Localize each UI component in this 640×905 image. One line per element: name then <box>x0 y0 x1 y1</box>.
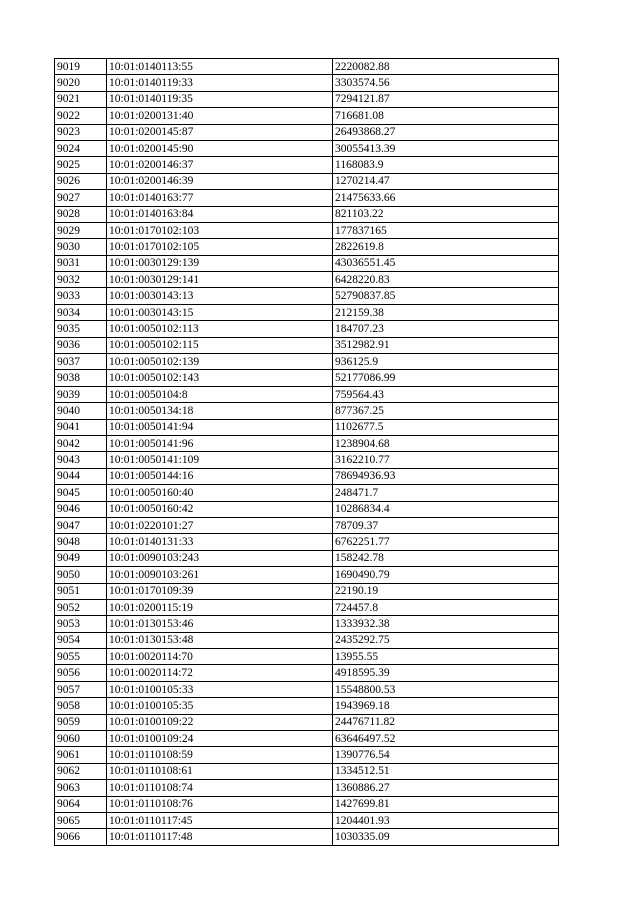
table-row <box>55 632 559 648</box>
amount-cell: 1333932.38 <box>333 616 559 632</box>
amount-cell: 1690490.79 <box>333 567 559 583</box>
row-number-cell: 9034 <box>55 304 107 320</box>
row-number-cell: 9020 <box>55 75 107 91</box>
row-number-cell: 9026 <box>55 173 107 189</box>
amount-cell: 1427699.81 <box>333 796 559 812</box>
amount-cell: 43036551.45 <box>333 255 559 271</box>
table-row <box>55 452 559 468</box>
row-number-cell: 9022 <box>55 108 107 124</box>
table-row <box>55 304 559 320</box>
row-number-cell: 9051 <box>55 583 107 599</box>
row-number-cell: 9062 <box>55 763 107 779</box>
table-row <box>55 91 559 107</box>
row-number-cell: 9052 <box>55 599 107 615</box>
row-number-cell: 9044 <box>55 468 107 484</box>
amount-cell: 821103.22 <box>333 206 559 222</box>
table-row <box>55 222 559 238</box>
cadastral-number-cell: 10:01:0020114:72 <box>107 665 333 681</box>
amount-cell: 759564.43 <box>333 386 559 402</box>
amount-cell: 3303574.56 <box>333 75 559 91</box>
cadastral-number-cell: 10:01:0090103:243 <box>107 550 333 566</box>
table-row <box>55 272 559 288</box>
cadastral-number-cell: 10:01:0220101:27 <box>107 517 333 533</box>
amount-cell: 1334512.51 <box>333 763 559 779</box>
cadastral-number-cell: 10:01:0100109:24 <box>107 731 333 747</box>
cadastral-number-cell: 10:01:0200145:87 <box>107 124 333 140</box>
cadastral-number-cell: 10:01:0140163:77 <box>107 190 333 206</box>
table-row <box>55 321 559 337</box>
table-row <box>55 501 559 517</box>
row-number-cell: 9045 <box>55 485 107 501</box>
table-row <box>55 616 559 632</box>
cadastral-number-cell: 10:01:0110108:74 <box>107 780 333 796</box>
amount-cell: 724457.8 <box>333 599 559 615</box>
table-row <box>55 599 559 615</box>
table-row <box>55 403 559 419</box>
table-row <box>55 747 559 763</box>
row-number-cell: 9019 <box>55 59 107 75</box>
row-number-cell: 9024 <box>55 140 107 156</box>
table-row <box>55 468 559 484</box>
row-number-cell: 9054 <box>55 632 107 648</box>
row-number-cell: 9023 <box>55 124 107 140</box>
row-number-cell: 9029 <box>55 222 107 238</box>
amount-cell: 158242.78 <box>333 550 559 566</box>
amount-cell: 877367.25 <box>333 403 559 419</box>
amount-cell: 1360886.27 <box>333 780 559 796</box>
row-number-cell: 9057 <box>55 681 107 697</box>
amount-cell: 2822619.8 <box>333 239 559 255</box>
row-number-cell: 9040 <box>55 403 107 419</box>
row-number-cell: 9066 <box>55 829 107 845</box>
amount-cell: 6762251.77 <box>333 534 559 550</box>
table-row <box>55 370 559 386</box>
cadastral-number-cell: 10:01:0140119:35 <box>107 91 333 107</box>
amount-cell: 6428220.83 <box>333 272 559 288</box>
cadastral-number-cell: 10:01:0110108:59 <box>107 747 333 763</box>
cadastral-number-cell: 10:01:0140163:84 <box>107 206 333 222</box>
row-number-cell: 9046 <box>55 501 107 517</box>
cadastral-number-cell: 10:01:0050134:18 <box>107 403 333 419</box>
table-row <box>55 550 559 566</box>
table-row <box>55 157 559 173</box>
cadastral-number-cell: 10:01:0050141:96 <box>107 435 333 451</box>
cadastral-number-cell: 10:01:0110108:76 <box>107 796 333 812</box>
row-number-cell: 9065 <box>55 812 107 828</box>
amount-cell: 78694936.93 <box>333 468 559 484</box>
row-number-cell: 9041 <box>55 419 107 435</box>
amount-cell: 3512982.91 <box>333 337 559 353</box>
table-row <box>55 698 559 714</box>
amount-cell: 78709.37 <box>333 517 559 533</box>
amount-cell: 22190.19 <box>333 583 559 599</box>
amount-cell: 1030335.09 <box>333 829 559 845</box>
amount-cell: 2435292.75 <box>333 632 559 648</box>
table-row <box>55 59 559 75</box>
cadastral-number-cell: 10:01:0140131:33 <box>107 534 333 550</box>
row-number-cell: 9025 <box>55 157 107 173</box>
amount-cell: 63646497.52 <box>333 731 559 747</box>
row-number-cell: 9030 <box>55 239 107 255</box>
cadastral-number-cell: 10:01:0030143:15 <box>107 304 333 320</box>
row-number-cell: 9021 <box>55 91 107 107</box>
table-row <box>55 337 559 353</box>
table-row <box>55 419 559 435</box>
cadastral-number-cell: 10:01:0020114:70 <box>107 649 333 665</box>
row-number-cell: 9048 <box>55 534 107 550</box>
table-row <box>55 485 559 501</box>
amount-cell: 1168083.9 <box>333 157 559 173</box>
amount-cell: 52177086.99 <box>333 370 559 386</box>
table-row <box>55 731 559 747</box>
table-body <box>55 59 559 846</box>
amount-cell: 1270214.47 <box>333 173 559 189</box>
table-row <box>55 583 559 599</box>
cadastral-number-cell: 10:01:0050160:40 <box>107 485 333 501</box>
row-number-cell: 9043 <box>55 452 107 468</box>
table-row <box>55 206 559 222</box>
amount-cell: 716681.08 <box>333 108 559 124</box>
row-number-cell: 9039 <box>55 386 107 402</box>
row-number-cell: 9027 <box>55 190 107 206</box>
cadastral-number-cell: 10:01:0050141:109 <box>107 452 333 468</box>
cadastral-number-cell: 10:01:0170109:39 <box>107 583 333 599</box>
cadastral-number-cell: 10:01:0050141:94 <box>107 419 333 435</box>
cadastral-number-cell: 10:01:0030143:13 <box>107 288 333 304</box>
cadastral-number-cell: 10:01:0050102:143 <box>107 370 333 386</box>
cadastral-number-cell: 10:01:0140113:55 <box>107 59 333 75</box>
table-row <box>55 649 559 665</box>
table-row <box>55 386 559 402</box>
cadastral-number-cell: 10:01:0100109:22 <box>107 714 333 730</box>
row-number-cell: 9038 <box>55 370 107 386</box>
cadastral-number-cell: 10:01:0170102:103 <box>107 222 333 238</box>
row-number-cell: 9033 <box>55 288 107 304</box>
table-row <box>55 288 559 304</box>
table-row <box>55 354 559 370</box>
row-number-cell: 9035 <box>55 321 107 337</box>
cadastral-number-cell: 10:01:0200146:37 <box>107 157 333 173</box>
amount-cell: 1238904.68 <box>333 435 559 451</box>
amount-cell: 13955.55 <box>333 649 559 665</box>
amount-cell: 3162210.77 <box>333 452 559 468</box>
table-row <box>55 812 559 828</box>
row-number-cell: 9058 <box>55 698 107 714</box>
table-row <box>55 567 559 583</box>
cadastral-number-cell: 10:01:0170102:105 <box>107 239 333 255</box>
row-number-cell: 9050 <box>55 567 107 583</box>
amount-cell: 15548800.53 <box>333 681 559 697</box>
row-number-cell: 9063 <box>55 780 107 796</box>
amount-cell: 24476711.82 <box>333 714 559 730</box>
row-number-cell: 9053 <box>55 616 107 632</box>
amount-cell: 52790837.85 <box>333 288 559 304</box>
row-number-cell: 9037 <box>55 354 107 370</box>
amount-cell: 1204401.93 <box>333 812 559 828</box>
table-row <box>55 681 559 697</box>
table-row <box>55 140 559 156</box>
table-row <box>55 829 559 845</box>
cadastral-number-cell: 10:01:0050102:115 <box>107 337 333 353</box>
cadastral-number-cell: 10:01:0050160:42 <box>107 501 333 517</box>
row-number-cell: 9042 <box>55 435 107 451</box>
table-row <box>55 780 559 796</box>
amount-cell: 1943969.18 <box>333 698 559 714</box>
row-number-cell: 9049 <box>55 550 107 566</box>
cadastral-number-cell: 10:01:0200146:39 <box>107 173 333 189</box>
cadastral-number-cell: 10:01:0050102:139 <box>107 354 333 370</box>
table-row <box>55 517 559 533</box>
table-row <box>55 714 559 730</box>
cadastral-number-cell: 10:01:0050144:16 <box>107 468 333 484</box>
cadastral-number-cell: 10:01:0200145:90 <box>107 140 333 156</box>
table-row <box>55 796 559 812</box>
table-row <box>55 239 559 255</box>
cadastral-number-cell: 10:01:0100105:33 <box>107 681 333 697</box>
cadastral-number-cell: 10:01:0200131:40 <box>107 108 333 124</box>
amount-cell: 21475633.66 <box>333 190 559 206</box>
amount-cell: 1102677.5 <box>333 419 559 435</box>
table-row <box>55 763 559 779</box>
row-number-cell: 9064 <box>55 796 107 812</box>
table-row <box>55 108 559 124</box>
amount-cell: 212159.38 <box>333 304 559 320</box>
cadastral-number-cell: 10:01:0030129:139 <box>107 255 333 271</box>
row-number-cell: 9032 <box>55 272 107 288</box>
cadastral-number-cell: 10:01:0130153:46 <box>107 616 333 632</box>
row-number-cell: 9028 <box>55 206 107 222</box>
amount-cell: 7294121.87 <box>333 91 559 107</box>
cadastral-number-cell: 10:01:0090103:261 <box>107 567 333 583</box>
table-row <box>55 255 559 271</box>
amount-cell: 30055413.39 <box>333 140 559 156</box>
cadastral-number-cell: 10:01:0110117:48 <box>107 829 333 845</box>
table-row <box>55 534 559 550</box>
row-number-cell: 9036 <box>55 337 107 353</box>
table-row <box>55 665 559 681</box>
amount-cell: 936125.9 <box>333 354 559 370</box>
cadastral-number-cell: 10:01:0110117:45 <box>107 812 333 828</box>
amount-cell: 2220082.88 <box>333 59 559 75</box>
data-table <box>54 58 559 846</box>
cadastral-number-cell: 10:01:0050104:8 <box>107 386 333 402</box>
row-number-cell: 9055 <box>55 649 107 665</box>
row-number-cell: 9047 <box>55 517 107 533</box>
table-row <box>55 124 559 140</box>
table-row <box>55 190 559 206</box>
row-number-cell: 9031 <box>55 255 107 271</box>
amount-cell: 248471.7 <box>333 485 559 501</box>
row-number-cell: 9059 <box>55 714 107 730</box>
amount-cell: 184707.23 <box>333 321 559 337</box>
row-number-cell: 9056 <box>55 665 107 681</box>
row-number-cell: 9060 <box>55 731 107 747</box>
table-row <box>55 173 559 189</box>
amount-cell: 10286834.4 <box>333 501 559 517</box>
cadastral-number-cell: 10:01:0140119:33 <box>107 75 333 91</box>
table-row <box>55 435 559 451</box>
table-row <box>55 75 559 91</box>
cadastral-number-cell: 10:01:0050102:113 <box>107 321 333 337</box>
amount-cell: 4918595.39 <box>333 665 559 681</box>
row-number-cell: 9061 <box>55 747 107 763</box>
cadastral-number-cell: 10:01:0110108:61 <box>107 763 333 779</box>
cadastral-number-cell: 10:01:0130153:48 <box>107 632 333 648</box>
amount-cell: 1390776.54 <box>333 747 559 763</box>
cadastral-number-cell: 10:01:0030129:141 <box>107 272 333 288</box>
amount-cell: 26493868.27 <box>333 124 559 140</box>
amount-cell: 177837165 <box>333 222 559 238</box>
cadastral-number-cell: 10:01:0200115:19 <box>107 599 333 615</box>
cadastral-number-cell: 10:01:0100105:35 <box>107 698 333 714</box>
